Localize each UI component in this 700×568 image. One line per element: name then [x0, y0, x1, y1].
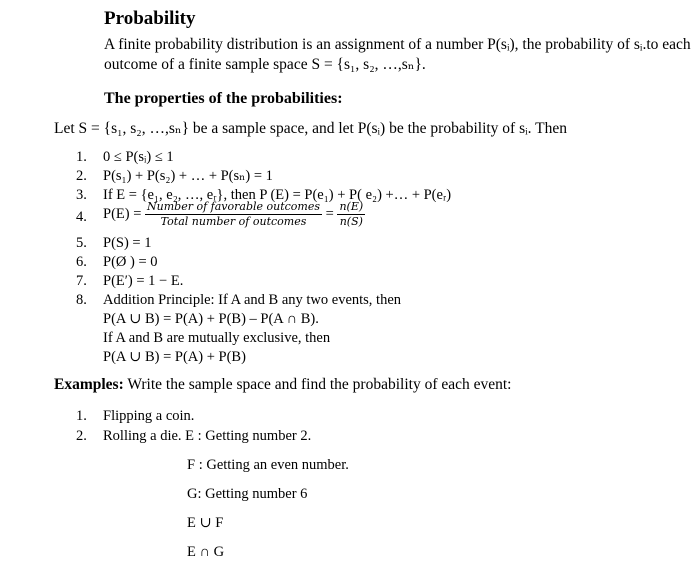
property-text: P(E) = $\frac{\text{Number of favorable outcomes}}{\text{Total number of outcomes}}$ = $\frac{n(E)}{n(S)}$ — [103, 200, 364, 228]
property-number: 1. — [76, 149, 87, 165]
event-e-intersect-g: E ∩ G — [187, 544, 225, 560]
property-text: P(s₁) + P(s₂) + … + P(sₙ) = 1 — [103, 168, 273, 184]
property-number: 4. — [76, 209, 87, 225]
property-text: 0 ≤ P(sᵢ) ≤ 1 — [103, 149, 174, 165]
example-text: Flipping a coin. — [103, 408, 195, 424]
example-number: 2. — [76, 428, 87, 444]
property-number: 3. — [76, 187, 87, 203]
property-text: If E = {e₁, e₂, …, eᵣ}, then P (E) = P(e₁) + P( e₂) +… + P(eᵣ) — [103, 187, 452, 203]
property-text: P(E′) = 1 − E. — [103, 273, 184, 289]
probability-expression: P(E) — [103, 205, 130, 222]
examples-label: Examples: — [54, 376, 124, 393]
fraction-outcomes — [145, 200, 322, 229]
property-number: 5. — [76, 235, 87, 251]
addition-union-formula: P(A ∪ B) = P(A) + P(B) – P(A ∩ B). — [103, 311, 319, 327]
intro-line-1: A finite probability distribution is an assignment of a number P(sᵢ), the probability of sᵢ.to each — [104, 36, 691, 53]
intro-line-2: outcome of a finite sample space S = {s₁, s₂, …,sₙ}. — [104, 56, 426, 73]
fraction-numerator: Number of favorable outcomes — [147, 200, 321, 213]
fraction-denominator: Total number of outcomes — [160, 215, 307, 228]
property-text: P(Ø ) = 0 — [103, 254, 158, 270]
properties-heading: The properties of the probabilities: — [104, 90, 343, 107]
event-f: F : Getting an even number. — [187, 457, 349, 473]
property-text: P(S) = 1 — [103, 235, 152, 251]
property-number: 7. — [76, 273, 87, 289]
event-e-union-f: E ∪ F — [187, 515, 224, 531]
fraction-counts — [337, 200, 365, 229]
example-text: Rolling a die. E : Getting number 2. — [103, 428, 312, 444]
mutually-exclusive-text: If A and B are mutually exclusive, then — [103, 330, 331, 346]
property-number: 2. — [76, 168, 87, 184]
event-g: G: Getting number 6 — [187, 486, 308, 502]
property-text: Addition Principle: If A and B any two events, then — [103, 292, 402, 308]
examples-heading — [54, 376, 512, 394]
property-number: 6. — [76, 254, 87, 270]
examples-instructions: Write the sample space and find the probability of each event: — [123, 376, 512, 393]
let-statement: Let S = {s₁, s₂, …,sₙ} be a sample space, and let P(sᵢ) be the probability of sᵢ. Then — [54, 120, 567, 137]
page-title: Probability — [104, 8, 196, 29]
fraction-denominator: n(S) — [339, 215, 363, 228]
property-number: 8. — [76, 292, 87, 308]
exclusive-union-formula: P(A ∪ B) = P(A) + P(B) — [103, 349, 246, 365]
fraction-numerator: n(E) — [339, 200, 364, 213]
example-number: 1. — [76, 408, 87, 424]
